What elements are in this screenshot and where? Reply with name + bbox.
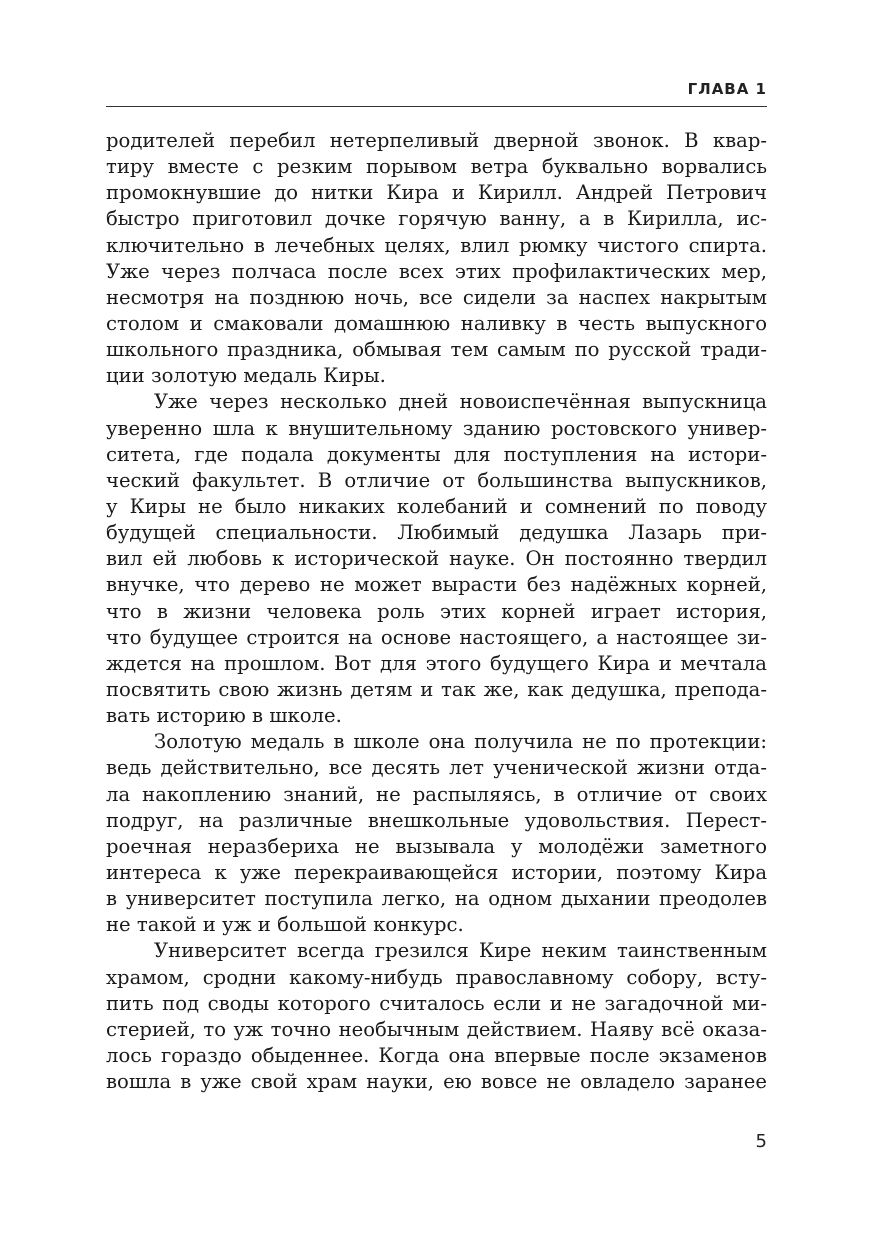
text-line: что будущее строится на основе настоящего, а настоящее зи-	[106, 625, 767, 649]
text-line: храмом, сродни какому-нибудь православному собору, всту-	[106, 965, 767, 989]
header-rule	[106, 106, 767, 107]
text-line: не такой и уж и большой конкурс.	[106, 913, 464, 937]
text-line: ческий факультет. В отличие от большинства выпускников,	[106, 468, 767, 492]
running-head-chapter: ГЛАВА 1	[687, 80, 767, 98]
text-line: тиру вместе с резким порывом ветра буквально ворвались	[106, 155, 767, 179]
text-line: ключительно в лечебных целях, влил рюмку чистого спирта.	[106, 233, 767, 257]
text-line: быстро приготовил дочке горячую ванну, а в Кирилла, ис-	[106, 207, 767, 231]
text-line: лось гораздо обыденнее. Когда она впервые после экзаменов	[106, 1043, 767, 1067]
text-line: Университет всегда грезился Кире неким таинственным	[154, 939, 767, 963]
text-line: школьного праздника, обмывая тем самым по русской тради-	[106, 338, 767, 362]
text-line: подруг, на различные внешкольные удовольствия. Перест-	[106, 808, 767, 832]
text-line: ситета, где подала документы для поступления на истори-	[106, 442, 767, 466]
text-line: родителей перебил нетерпеливый дверной звонок. В квар-	[106, 129, 767, 152]
text-line: ведь действительно, все десять лет ученической жизни отда-	[106, 756, 767, 780]
page-number: 5	[755, 1131, 767, 1152]
text-line: роечная неразбериха не вызывала у молодёжи заметного	[106, 834, 767, 858]
text-line: стерией, то уж точно необычным действием. Наяву всё оказа-	[106, 1017, 767, 1041]
text-line: вать историю в школе.	[106, 704, 342, 728]
paragraph-1	[106, 128, 767, 389]
text-line: Золотую медаль в школе она получила не по протекции:	[154, 730, 767, 754]
text-line: пить под своды которого считалось если и не загадочной ми-	[106, 991, 767, 1015]
text-body	[106, 128, 767, 1095]
paragraph-3	[106, 729, 767, 938]
text-line: будущей специальности. Любимый дедушка Лазарь при-	[106, 521, 767, 545]
paragraph-4	[106, 938, 767, 1095]
text-line: Уже через полчаса после всех этих профилактических мер,	[106, 259, 767, 283]
text-line: ции золотую медаль Киры.	[106, 364, 386, 388]
text-line: вил ей любовь к исторической науке. Он постоянно твердил	[106, 547, 767, 571]
text-line: у Киры не было никаких колебаний и сомнений по поводу	[106, 494, 767, 518]
text-line: ла накоплению знаний, не распыляясь, в отличие от своих	[106, 782, 767, 806]
text-line: посвятить свою жизнь детям и так же, как дедушка, препода-	[106, 677, 767, 701]
text-line: в университет поступила легко, на одном дыхании преодолев	[106, 887, 767, 911]
text-line: интереса к уже перекраивающейся истории, поэтому Кира	[106, 860, 767, 884]
text-line: промокнувшие до нитки Кира и Кирилл. Андрей Петрович	[106, 181, 767, 205]
text-line: уверенно шла к внушительному зданию ростовского универ-	[106, 416, 767, 440]
text-line: ждется на прошлом. Вот для этого будущего Кира и мечтала	[106, 651, 767, 675]
text-line: что в жизни человека роль этих корней играет история,	[106, 599, 767, 623]
text-line: несмотря на позднюю ночь, все сидели за наспех накрытым	[106, 285, 767, 309]
text-line: вошла в уже свой храм науки, ею вовсе не овладело заранее	[106, 1070, 767, 1094]
paragraph-2	[106, 389, 767, 729]
text-line: столом и смаковали домашнюю наливку в честь выпускного	[106, 311, 767, 335]
text-line: внучке, что дерево не может вырасти без надёжных корней,	[106, 573, 767, 597]
text-line: Уже через несколько дней новоиспечённая выпускница	[154, 390, 767, 414]
